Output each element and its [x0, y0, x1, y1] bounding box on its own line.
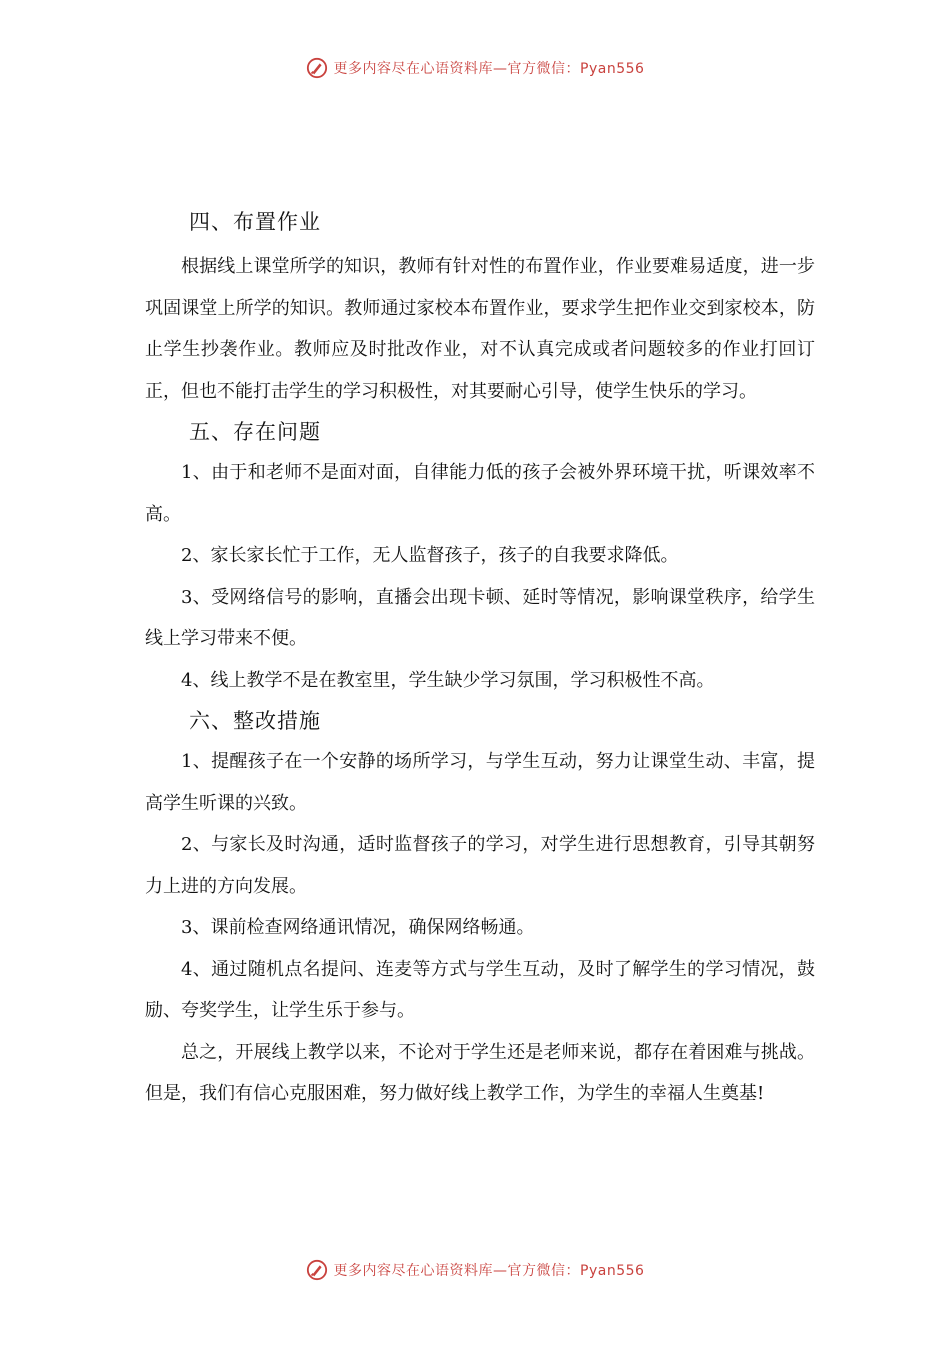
pen-logo-icon [306, 1259, 328, 1281]
watermark-text: 更多内容尽在心语资料库—官方微信：Pyan556 [333, 61, 645, 77]
document-body [145, 200, 815, 1115]
paragraph: 3、课前检查网络通讯情况，确保网络畅通。 [181, 917, 535, 938]
watermark-header [0, 54, 950, 82]
paragraph: 3、受网络信号的影响，直播会出现卡顿、延时等情况，影响课堂秩序，给学生线上学习带来不便。 [145, 586, 815, 649]
paragraph: 1、由于和老师不是面对面，自律能力低的孩子会被外界环境干扰，听课效率不高。 [145, 462, 815, 525]
paragraph: 2、家长家长忙于工作，无人监督孩子，孩子的自我要求降低。 [181, 545, 679, 566]
pen-logo-icon [306, 57, 328, 79]
paragraph: 4、线上教学不是在教室里，学生缺少学习氛围，学习积极性不高。 [181, 669, 715, 691]
section-heading: 六、整改措施 [189, 709, 321, 733]
paragraph: 1、提醒孩子在一个安静的场所学习，与学生互动，努力让课堂生动、丰富，提高学生听课的兴致。 [145, 751, 815, 814]
watermark-text: 更多内容尽在心语资料库—官方微信：Pyan556 [333, 1263, 645, 1279]
paragraph: 4、通过随机点名提问、连麦等方式与学生互动，及时了解学生的学习情况，鼓励、夸奖学生，让学生乐于参与。 [145, 958, 815, 1021]
paragraph: 2、与家长及时沟通，适时监督孩子的学习，对学生进行思想教育，引导其朝努力上进的方向发展。 [145, 834, 815, 897]
paragraph: 总之，开展线上教学以来，不论对于学生还是老师来说，都存在着困难与挑战。但是，我们有信心克服困难，努力做好线上教学工作，为学生的幸福人生奠基! [145, 1041, 815, 1104]
section-heading: 四、布置作业 [189, 210, 321, 234]
paragraph: 根据线上课堂所学的知识，教师有针对性的布置作业，作业要难易适度，进一步巩固课堂上所学的知识。教师通过家校本布置作业，要求学生把作业交到家校本，防止学生抄袭作业。教师应及时批改作业，对不认真完成或者问题较多的作业打回订正，但也不能打击学生的学习积极性，对其要耐心引导，使学生快乐的学习。 [145, 256, 815, 402]
watermark-footer [0, 1256, 950, 1284]
section-heading: 五、存在问题 [189, 420, 321, 444]
